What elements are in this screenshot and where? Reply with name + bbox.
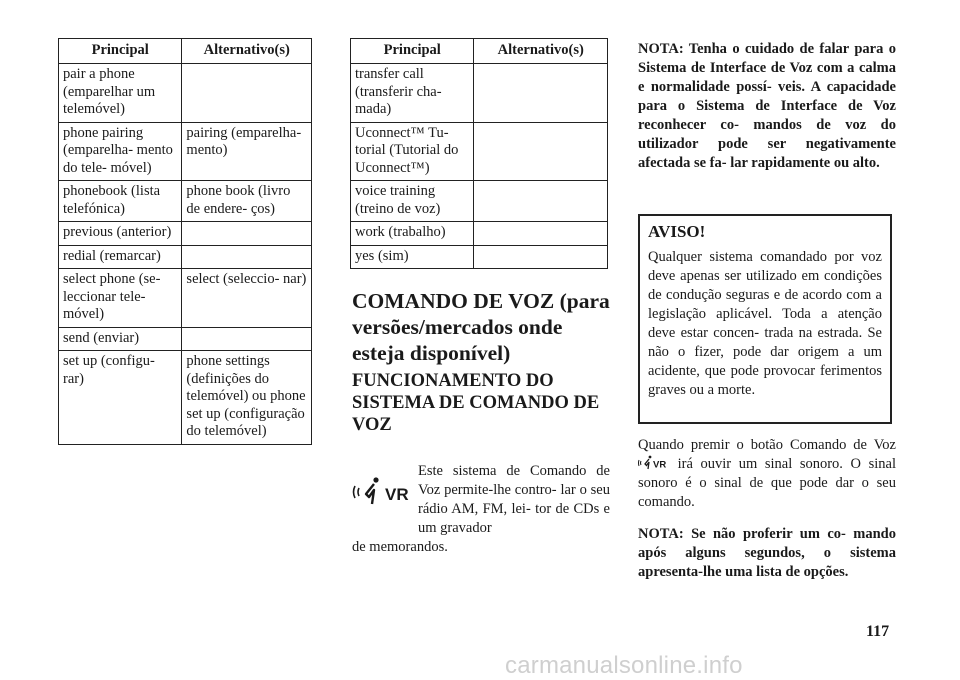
column-header-alternativos: Alternativo(s) (474, 39, 608, 64)
table-cell (474, 64, 608, 123)
table-row (59, 327, 312, 351)
table-header-row (59, 39, 312, 64)
voice-intro-text: Este sistema de Comando de Voz permite-lhe contro- lar o seu rádio AM, FM, lei- tor de CDs e um gravador (418, 463, 610, 536)
table-cell: select phone (se- leccionar tele- móvel) (59, 269, 182, 328)
table-row (59, 122, 312, 181)
table-cell: phone pairing (emparelha- mento do tele- móvel) (59, 122, 182, 181)
table-cell (182, 64, 312, 123)
table-cell: pair a phone (emparelhar um telemóvel) (59, 64, 182, 123)
watermark: carmanualsonline.info (505, 652, 743, 679)
column-header-alternativos: Alternativo(s) (182, 39, 312, 64)
table-row (351, 64, 608, 123)
command-table-1 (58, 38, 312, 445)
table-row (59, 222, 312, 246)
table-row (351, 245, 608, 269)
voice-button-text-after: irá ouvir um sinal sonoro. O sinal sonoro é o sinal de que pode dar o seu comando. (638, 456, 896, 510)
table-cell: pairing (emparelha- mento) (182, 122, 312, 181)
note-paragraph-1: NOTA: Tenha o cuidado de falar para o Sistema de Interface de Voz com a calma e normalidade possí- veis. A capacidade para o Sistema de Interface de Voz reconhecer co- mandos de voz do utilizador pode ser negativamente afectada se fa- lar rapidamente ou alto. (638, 41, 896, 171)
section-heading: COMANDO DE VOZ (para versões/mercados onde esteja disponível) (352, 289, 610, 365)
table-cell: phone book (livro de endere- ços) (182, 181, 312, 222)
table-cell: work (trabalho) (351, 222, 474, 246)
vr-label: VR (385, 485, 409, 504)
column-header-principal: Principal (59, 39, 182, 64)
table-row (59, 64, 312, 123)
note-paragraph-2: NOTA: Se não proferir um co- mando após alguns segundos, o sistema apresenta-lhe uma lista de opções. (638, 526, 896, 580)
table-cell: phonebook (lista telefónica) (59, 181, 182, 222)
warning-title: AVISO! (648, 222, 706, 241)
table-cell (182, 245, 312, 269)
subsection-heading: FUNCIONAMENTO DO SISTEMA DE COMANDO DE VOZ (352, 371, 600, 435)
table-cell: yes (sim) (351, 245, 474, 269)
table-cell: select (seleccio- nar) (182, 269, 312, 328)
table-cell (474, 181, 608, 222)
table-row (351, 122, 608, 181)
table-row (59, 269, 312, 328)
table-row (59, 245, 312, 269)
voice-intro-paragraph (352, 462, 610, 557)
table-header-row (351, 39, 608, 64)
table-cell: Uconnect™ Tu- torial (Tutorial do Uconnect™) (351, 122, 474, 181)
table-row (59, 181, 312, 222)
command-table-2 (350, 38, 608, 269)
voice-button-text-before: Quando premir o botão Comando de Voz (638, 437, 896, 453)
warning-body: Qualquer sistema comandado por voz deve apenas ser utilizado em condições de condução seguras e de acordo com a legislação aplicável. Toda a atenção deve estar concen- trada na estrada. Se não o fizer, pode dar origem a um acidente, que pode provocar ferimentos graves ou a morte. (648, 249, 882, 398)
table-cell (474, 222, 608, 246)
voice-button-paragraph (638, 436, 896, 512)
table-row (351, 181, 608, 222)
table-cell: phone settings (definições do telemóvel) ou phone set up (configuração do telemóvel) (182, 351, 312, 445)
table-cell (182, 327, 312, 351)
table-cell: set up (configu- rar) (59, 351, 182, 445)
voice-intro-continuation: de memorandos. (352, 539, 448, 555)
table-cell: redial (remarcar) (59, 245, 182, 269)
column-header-principal: Principal (351, 39, 474, 64)
table-cell (474, 122, 608, 181)
table-cell: previous (anterior) (59, 222, 182, 246)
table-cell: transfer call (transferir cha- mada) (351, 64, 474, 123)
table-cell (474, 245, 608, 269)
table-cell: send (enviar) (59, 327, 182, 351)
table-cell: voice training (treino de voz) (351, 181, 474, 222)
table-row (351, 222, 608, 246)
voice-recognition-icon (638, 455, 670, 470)
table-row (59, 351, 312, 445)
warning-box (638, 214, 892, 424)
page-number: 117 (866, 623, 890, 640)
table-cell (182, 222, 312, 246)
vr-label: VR (653, 459, 667, 470)
